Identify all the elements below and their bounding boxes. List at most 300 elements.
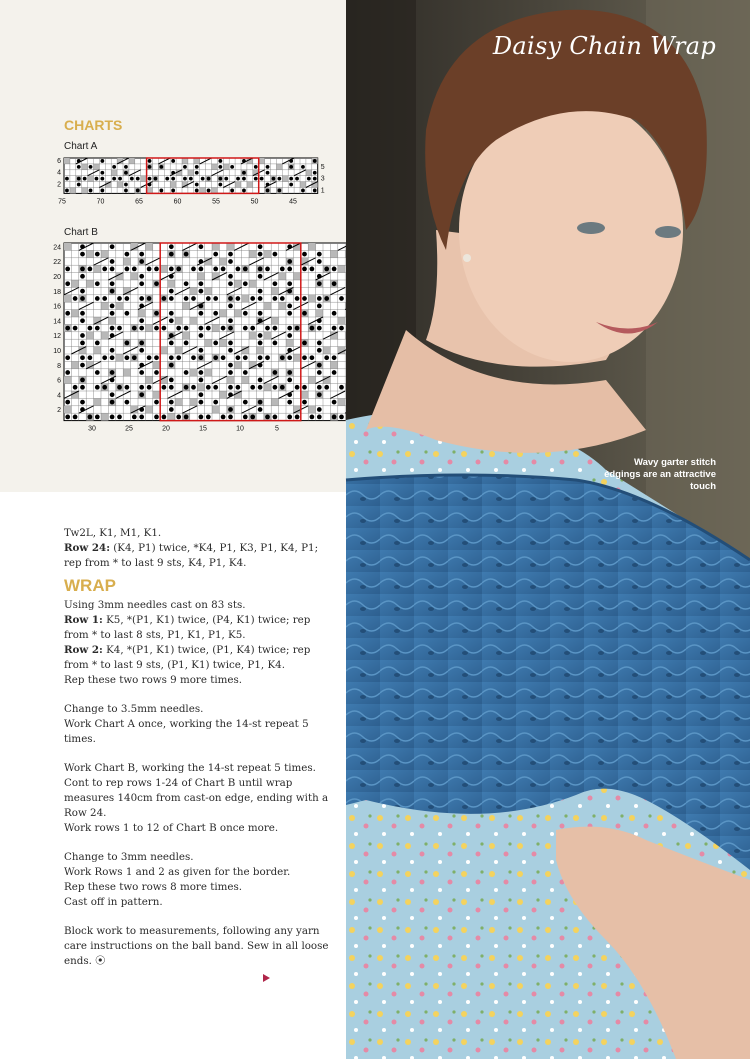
chart-b-purl-symbol (199, 400, 204, 405)
chart-b-purl-symbol (258, 400, 263, 405)
chart-b-shaded-cell (234, 310, 241, 317)
chart-a-purl-symbol (218, 165, 222, 169)
change-needles-35-line: Change to 3.5mm needles. (64, 703, 204, 715)
chart-b-left-row-number: 18 (53, 288, 61, 296)
chart-b-stitch-number: 25 (125, 425, 133, 433)
chart-b-purl-symbol (80, 341, 85, 346)
chart-b-shaded-cell (234, 361, 241, 368)
chart-b-purl-symbol (191, 385, 196, 390)
chart-b-purl-symbol (228, 370, 233, 375)
chart-b-purl-symbol (317, 407, 322, 412)
chart-b-purl-symbol (132, 267, 137, 272)
chart-b-shaded-cell (153, 391, 160, 398)
chart-a-purl-symbol (218, 177, 222, 181)
chart-b-purl-symbol (280, 385, 285, 390)
chart-b-purl-symbol (250, 296, 255, 301)
chart-b-shaded-cell (168, 280, 175, 287)
chart-b-purl-symbol (250, 415, 255, 420)
chart-b-purl-symbol (80, 252, 85, 257)
chart-b-shaded-cell (249, 280, 256, 287)
chart-a-purl-symbol (89, 165, 93, 169)
chart-a-purl-symbol (124, 189, 128, 193)
chart-b-purl-symbol (228, 259, 233, 264)
chart-b-shaded-cell (94, 398, 101, 405)
chart-a-purl-symbol (242, 171, 246, 175)
chart-b-purl-symbol (228, 296, 233, 301)
chart-b-shaded-cell (205, 287, 212, 294)
chart-b-purl-symbol (324, 267, 329, 272)
chart-b-purl-symbol (191, 296, 196, 301)
chart-b (50, 236, 340, 446)
chart-a-purl-symbol (266, 189, 270, 193)
chart-b-purl-symbol (65, 267, 70, 272)
chart-a-purl-symbol (118, 177, 122, 181)
chart-b-left-row-number: 24 (53, 244, 61, 252)
chart-b-purl-symbol (110, 348, 115, 353)
chart-b-purl-symbol (162, 385, 167, 390)
chart-b-shaded-cell (308, 295, 315, 302)
chart-b-purl-symbol (95, 252, 100, 257)
chart-a-purl-symbol (230, 165, 234, 169)
chart-b-purl-symbol (95, 341, 100, 346)
chart-a-shaded-cell (188, 170, 194, 176)
chart-b-purl-symbol (199, 355, 204, 360)
chart-b-purl-symbol (191, 355, 196, 360)
chart-b-purl-symbol (317, 415, 322, 420)
chart-b-purl-symbol (280, 296, 285, 301)
chart-a-stitch-number: 75 (58, 198, 66, 206)
chart-b-purl-symbol (258, 296, 263, 301)
chart-b-purl-symbol (258, 274, 263, 279)
chart-b-purl-symbol (199, 392, 204, 397)
chart-b-shaded-cell (175, 398, 182, 405)
chart-b-purl-symbol (258, 341, 263, 346)
chart-b-shaded-cell (219, 339, 226, 346)
chart-b-purl-symbol (110, 355, 115, 360)
chart-b-purl-symbol (287, 326, 292, 331)
chart-b-purl-symbol (228, 363, 233, 368)
chart-b-purl-symbol (287, 281, 292, 286)
chart-b-shaded-cell (271, 317, 278, 324)
chart-a-stitch-number: 70 (96, 198, 105, 206)
chart-b-purl-symbol (95, 385, 100, 390)
block-text: Block work to measurements, following any yarn care instructions on the ball band. Sew in all loose ends. (64, 925, 329, 967)
chart-b-purl-symbol (80, 333, 85, 338)
chart-b-purl-symbol (213, 400, 218, 405)
chart-a-purl-symbol (313, 171, 317, 175)
chart-b-stitch-number: 20 (162, 425, 170, 433)
chart-a-purl-symbol (242, 177, 246, 181)
chart-b-shaded-cell (234, 280, 241, 287)
chart-b-purl-symbol (206, 415, 211, 420)
chart-b-purl-symbol (95, 415, 100, 420)
chart-b-purl-symbol (169, 267, 174, 272)
chart-b-purl-symbol (80, 385, 85, 390)
wrap-instructions (64, 598, 336, 969)
chart-b-purl-symbol (169, 296, 174, 301)
chart-b-shaded-cell (316, 310, 323, 317)
model-wearing-wrap-image (346, 0, 750, 1059)
chart-b-purl-symbol (332, 370, 337, 375)
chart-a-purl-symbol (171, 159, 175, 163)
chart-a-purl-symbol (77, 183, 81, 187)
chart-b-purl-symbol (169, 363, 174, 368)
chart-a-shaded-cell (223, 164, 229, 170)
chart-b-shaded-cell (175, 347, 182, 354)
cast-off-line: Cast off in pattern. (64, 896, 163, 908)
chart-b-purl-symbol (139, 392, 144, 397)
chart-a-purl-symbol (100, 159, 104, 163)
chart-b-purl-symbol (228, 304, 233, 309)
chart-b-purl-symbol (110, 267, 115, 272)
chart-b-purl-symbol (295, 296, 300, 301)
chart-b-purl-symbol (110, 370, 115, 375)
chart-b-purl-symbol (110, 392, 115, 397)
chart-a-shaded-cell (282, 176, 288, 182)
row-2-instruction (64, 643, 336, 673)
chart-b-purl-symbol (258, 378, 263, 383)
chart-b-purl-symbol (125, 267, 130, 272)
chart-b-purl-symbol (317, 392, 322, 397)
chart-b-purl-symbol (302, 252, 307, 257)
chart-b-purl-symbol (88, 415, 93, 420)
chart-a-shaded-cell (82, 164, 88, 170)
chart-b-purl-symbol (317, 348, 322, 353)
chart-b-purl-symbol (273, 341, 278, 346)
chart-b-purl-symbol (258, 311, 263, 316)
chart-a-shaded-cell (212, 188, 218, 194)
chart-b-purl-symbol (258, 333, 263, 338)
chart-a-purl-symbol (295, 177, 299, 181)
chart-b-purl-symbol (125, 355, 130, 360)
chart-b-shaded-cell (86, 250, 93, 257)
chart-b-purl-symbol (287, 378, 292, 383)
chart-b-purl-symbol (258, 252, 263, 257)
chart-b-purl-symbol (332, 281, 337, 286)
chart-b-purl-symbol (295, 385, 300, 390)
chart-b-purl-symbol (154, 370, 159, 375)
chart-a-purl-symbol (260, 177, 264, 181)
chart-b-purl-symbol (317, 363, 322, 368)
chart-b-purl-symbol (280, 267, 285, 272)
chart-b-purl-symbol (80, 274, 85, 279)
chart-a-purl-symbol (218, 183, 222, 187)
chart-b-purl-symbol (162, 326, 167, 331)
chart-b-shaded-cell (205, 369, 212, 376)
work-chart-a-line: Work Chart A once, working the 14-st repeat 5 times. (64, 718, 309, 745)
chart-a-shaded-cell (117, 182, 123, 188)
chart-b-purl-symbol (139, 326, 144, 331)
chart-b-purl-symbol (243, 326, 248, 331)
chart-b-purl-symbol (243, 281, 248, 286)
chart-b-shaded-cell (190, 317, 197, 324)
chart-b-purl-symbol (265, 267, 270, 272)
chart-b-purl-symbol (258, 407, 263, 412)
row-24-instruction (64, 541, 336, 571)
chart-b-purl-symbol (236, 267, 241, 272)
chart-b-shaded-cell (338, 317, 345, 324)
chart-a-purl-symbol (289, 165, 293, 169)
chart-b-purl-symbol (339, 296, 344, 301)
chart-b-purl-symbol (169, 341, 174, 346)
work-rows-1-12-line: Work rows 1 to 12 of Chart B once more. (64, 822, 279, 834)
chart-b-purl-symbol (199, 333, 204, 338)
chart-b-purl-symbol (221, 415, 226, 420)
chart-b-purl-symbol (317, 281, 322, 286)
chart-b-shaded-cell (175, 317, 182, 324)
chart-b-shaded-cell (242, 376, 249, 383)
chart-b-left-row-number: 2 (57, 407, 61, 415)
chart-a-purl-symbol (313, 159, 317, 163)
chart-a-purl-symbol (201, 177, 205, 181)
chart-a-shaded-cell (200, 188, 206, 194)
chart-b-purl-symbol (199, 415, 204, 420)
chart-b-purl-symbol (243, 267, 248, 272)
chart-b-left-row-number: 20 (53, 274, 61, 281)
chart-a-purl-symbol (136, 177, 140, 181)
chart-b-left-row-number: 4 (57, 392, 61, 400)
chart-a-purl-symbol (195, 183, 199, 187)
chart-b-purl-symbol (302, 296, 307, 301)
chart-a-purl-symbol (148, 165, 152, 169)
chart-b-shaded-cell (64, 406, 71, 413)
chart-b-purl-symbol (332, 415, 337, 420)
chart-a-shaded-cell (247, 182, 253, 188)
chart-a-purl-symbol (313, 177, 317, 181)
chart-a-purl-symbol (289, 177, 293, 181)
chart-b-purl-symbol (273, 370, 278, 375)
chart-b-purl-symbol (273, 326, 278, 331)
chart-b-purl-symbol (243, 311, 248, 316)
chart-b-purl-symbol (65, 400, 70, 405)
chart-b-purl-symbol (169, 355, 174, 360)
chart-b-purl-symbol (213, 355, 218, 360)
chart-b-purl-symbol (191, 267, 196, 272)
chart-b-shaded-cell (205, 339, 212, 346)
chart-b-purl-symbol (287, 311, 292, 316)
chart-a-purl-symbol (183, 177, 187, 181)
chart-b-shaded-cell (182, 302, 189, 309)
chart-b-purl-symbol (243, 415, 248, 420)
chart-b-purl-symbol (228, 348, 233, 353)
chart-b-purl-symbol (199, 267, 204, 272)
chart-a-purl-symbol (218, 159, 222, 163)
chart-b-purl-symbol (154, 267, 159, 272)
chart-a-shaded-cell (111, 170, 117, 176)
chart-b-purl-symbol (162, 296, 167, 301)
chart-b-purl-symbol (199, 244, 204, 249)
chart-b-shaded-cell (71, 310, 78, 317)
chart-b-purl-symbol (206, 385, 211, 390)
chart-b-shaded-cell (249, 250, 256, 257)
chart-b-purl-symbol (139, 296, 144, 301)
chart-b-purl-symbol (95, 281, 100, 286)
cast-on-line: Using 3mm needles cast on 83 sts. (64, 599, 246, 611)
chart-b-purl-symbol (139, 318, 144, 323)
chart-a-purl-symbol (277, 189, 281, 193)
chart-b-purl-symbol (302, 311, 307, 316)
chart-b-purl-symbol (213, 341, 218, 346)
chart-a-purl-symbol (171, 189, 175, 193)
chart-b-shaded-cell (64, 295, 71, 302)
chart-b-purl-symbol (199, 311, 204, 316)
chart-b-purl-symbol (228, 341, 233, 346)
chart-a-right-row-number: 5 (320, 163, 325, 171)
chart-b-purl-symbol (110, 400, 115, 405)
chart-b-shaded-cell (145, 376, 152, 383)
chart-b-purl-symbol (80, 363, 85, 368)
chart-a-purl-symbol (124, 171, 128, 175)
chart-b-purl-symbol (95, 370, 100, 375)
chart-b-shaded-cell (197, 273, 204, 280)
chart-b-shaded-cell (116, 302, 123, 309)
charts-heading: CHARTS (64, 117, 123, 133)
chart-b-purl-symbol (117, 296, 122, 301)
chart-b-shaded-cell (242, 295, 249, 302)
chart-b-shaded-cell (123, 369, 130, 376)
chart-a-purl-symbol (100, 189, 104, 193)
chart-b-purl-symbol (169, 407, 174, 412)
chart-b-shaded-cell (338, 265, 345, 272)
chart-b-left-row-number: 6 (57, 377, 61, 385)
chart-b-purl-symbol (95, 326, 100, 331)
chart-a-shaded-cell (141, 176, 147, 182)
chart-b-purl-symbol (88, 267, 93, 272)
chart-b-purl-symbol (199, 289, 204, 294)
chart-b-shaded-cell (131, 273, 138, 280)
chart-b-purl-symbol (110, 311, 115, 316)
chart-b-shaded-cell (138, 310, 145, 317)
chart-a-shaded-cell (82, 188, 88, 194)
chart-b-shaded-cell (190, 398, 197, 405)
chart-b-purl-symbol (236, 355, 241, 360)
chart-a-purl-symbol (136, 189, 140, 193)
chart-b-purl-symbol (169, 244, 174, 249)
chart-b-purl-symbol (176, 326, 181, 331)
chart-b-purl-symbol (65, 370, 70, 375)
chart-b-purl-symbol (147, 267, 152, 272)
chart-a-purl-symbol (195, 165, 199, 169)
chart-a-shaded-cell (276, 164, 282, 170)
chart-b-purl-symbol (317, 326, 322, 331)
chart-b-purl-symbol (228, 274, 233, 279)
chart-b-purl-symbol (184, 326, 189, 331)
chart-b-shaded-cell (264, 384, 271, 391)
chart-b-purl-symbol (287, 333, 292, 338)
chart-b-purl-symbol (147, 355, 152, 360)
chart-b-shaded-cell (301, 391, 308, 398)
chart-a-purl-symbol (89, 189, 93, 193)
chart-b-purl-symbol (88, 355, 93, 360)
chart-a-shaded-cell (194, 158, 200, 164)
chart-a-shaded-cell (300, 182, 306, 188)
chart-a-shaded-cell (259, 158, 265, 164)
chart-b-purl-symbol (154, 281, 159, 286)
cont-rep-line: Cont to rep rows 1-24 of Chart B until wrap measures 140cm from cast-on edge, ending with a Row 24. (64, 777, 329, 819)
chart-b-purl-symbol (154, 326, 159, 331)
chart-b-purl-symbol (228, 326, 233, 331)
chart-b-left-row-number: 12 (53, 333, 61, 341)
chart-b-purl-symbol (199, 378, 204, 383)
chart-b-purl-symbol (317, 296, 322, 301)
chart-b-purl-symbol (287, 370, 292, 375)
chart-b-purl-symbol (339, 326, 344, 331)
chart-b-shaded-cell (330, 250, 337, 257)
row-2-label: Row 2: (64, 644, 103, 656)
chart-b-purl-symbol (139, 348, 144, 353)
chart-b-purl-symbol (199, 326, 204, 331)
chart-a-shaded-cell (64, 158, 70, 164)
repeat-rows-line: Rep these two rows 9 more times. (64, 674, 243, 686)
chart-b-purl-symbol (139, 341, 144, 346)
chart-b-purl-symbol (287, 355, 292, 360)
chart-b-purl-symbol (125, 341, 130, 346)
chart-a-purl-symbol (130, 177, 134, 181)
chart-b-purl-symbol (80, 289, 85, 294)
chart-b-purl-symbol (154, 400, 159, 405)
chart-b-purl-symbol (110, 289, 115, 294)
chart-a-purl-symbol (83, 177, 87, 181)
chart-b-purl-symbol (228, 415, 233, 420)
chart-b-purl-symbol (213, 311, 218, 316)
chart-a-shaded-cell (70, 188, 76, 194)
chart-b-purl-symbol (339, 415, 344, 420)
chart-b-purl-symbol (287, 400, 292, 405)
chart-a-purl-symbol (77, 165, 81, 169)
chart-b-shaded-cell (219, 310, 226, 317)
chart-a-purl-symbol (313, 189, 317, 193)
row-2-text: K4, *(P1, K1) twice, (P1, K4) twice; rep from * to last 9 sts, (P1, K1) twice, P1, K4. (64, 644, 311, 671)
chart-b-purl-symbol (169, 252, 174, 257)
chart-b-purl-symbol (221, 355, 226, 360)
chart-b-purl-symbol (169, 289, 174, 294)
chart-b-purl-symbol (65, 415, 70, 420)
chart-a-left-row-number: 2 (57, 181, 61, 189)
chart-b-shaded-cell (101, 250, 108, 257)
chart-b-shaded-cell (338, 398, 345, 405)
chart-a-purl-symbol (301, 165, 305, 169)
chart-b-purl-symbol (228, 407, 233, 412)
chart-b-left-row-number: 10 (53, 348, 61, 355)
chart-b-purl-symbol (250, 385, 255, 390)
chart-b-purl-symbol (317, 385, 322, 390)
chart-b-purl-symbol (110, 244, 115, 249)
chart-b-purl-symbol (169, 311, 174, 316)
chart-a-left-row-number: 6 (57, 157, 61, 165)
chart-b-purl-symbol (125, 311, 130, 316)
chart-b-purl-symbol (132, 415, 137, 420)
chart-a-purl-symbol (272, 177, 276, 181)
chart-b-purl-symbol (302, 267, 307, 272)
chart-b-purl-symbol (110, 415, 115, 420)
chart-b-purl-symbol (73, 296, 78, 301)
chart-b-purl-symbol (287, 267, 292, 272)
chart-a-purl-symbol (100, 171, 104, 175)
next-page-arrow-icon[interactable] (263, 974, 270, 982)
chart-a-right-row-number: 1 (320, 187, 325, 195)
chart-a-shaded-cell (306, 170, 312, 176)
chart-a-purl-symbol (189, 177, 193, 181)
chart-b-purl-symbol (236, 385, 241, 390)
chart-b-shaded-cell (94, 265, 101, 272)
chart-b-shaded-cell (293, 354, 300, 361)
chart-b-shaded-cell (86, 280, 93, 287)
chart-b-purl-symbol (273, 252, 278, 257)
chart-a-shaded-cell (170, 182, 176, 188)
chart-b-purl-symbol (258, 289, 263, 294)
chart-b-shaded-cell (256, 347, 263, 354)
chart-b-purl-symbol (154, 355, 159, 360)
